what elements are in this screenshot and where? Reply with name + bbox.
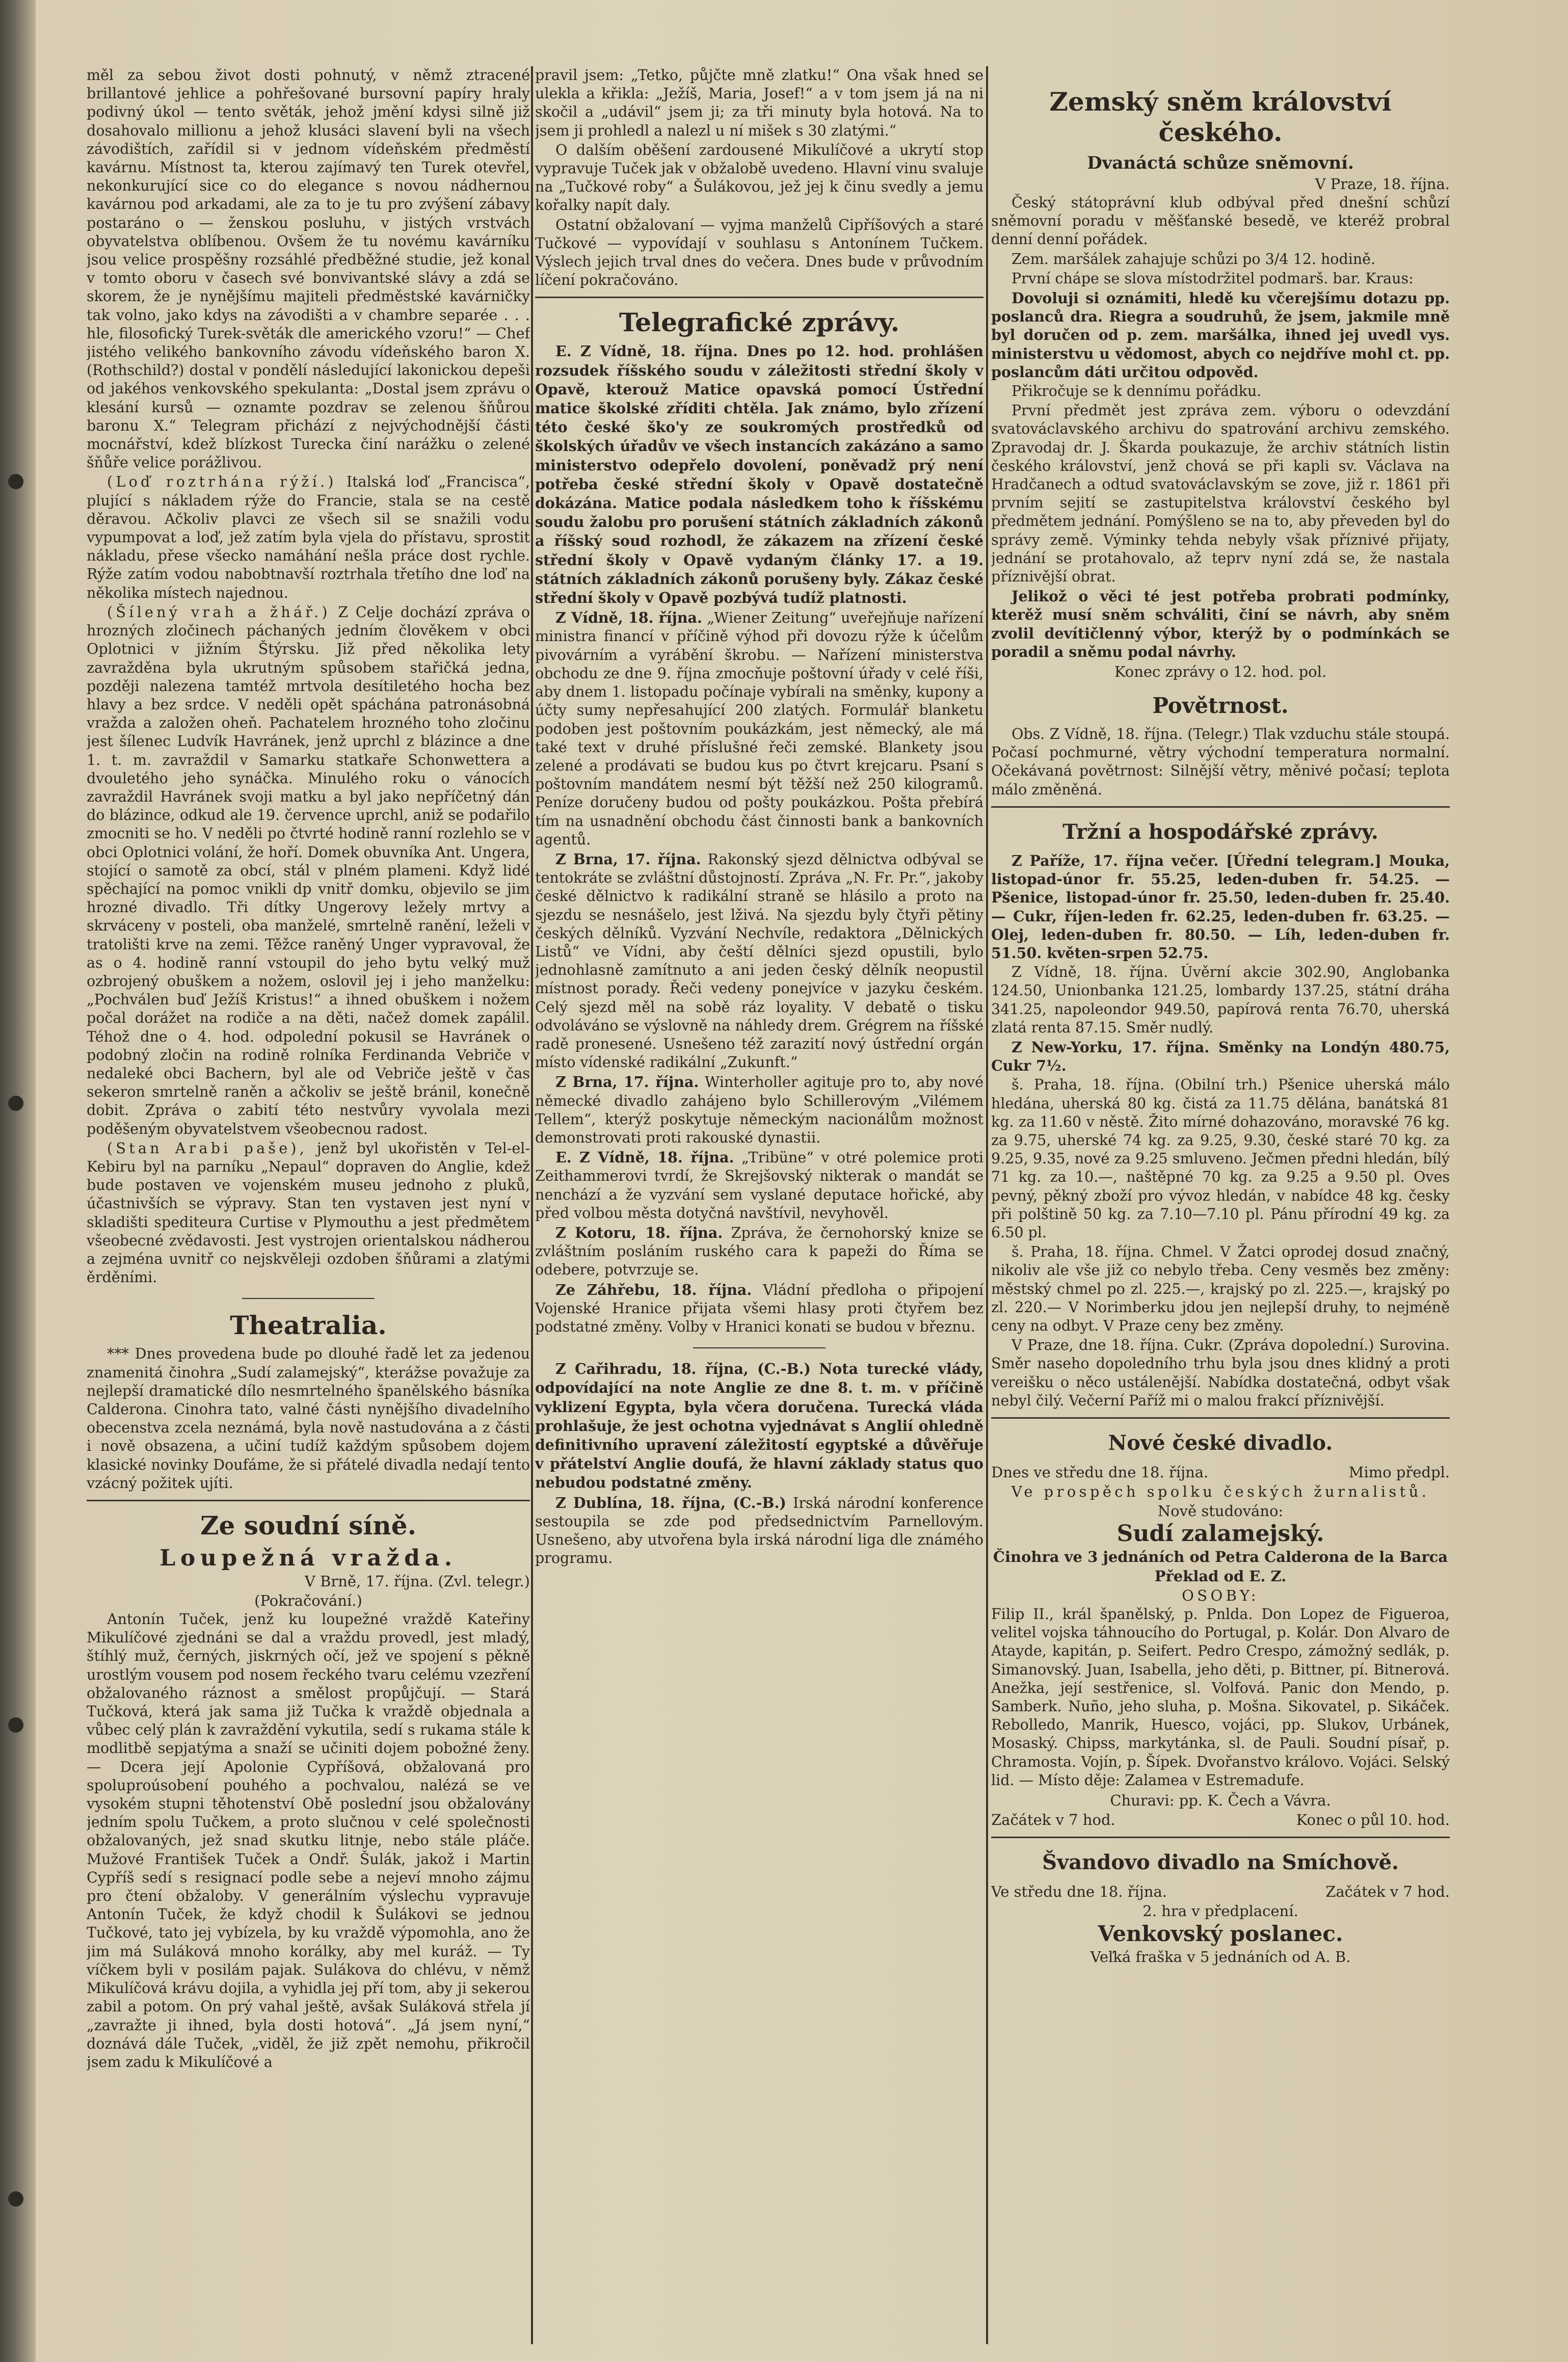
section-heading-theatre: Nové české divadlo. [1108,1430,1333,1455]
telegram-dateline: Z Brna, 17. října. [555,850,701,868]
telegram [535,1073,984,1147]
telegram-text: Winterholler agituje pro to, aby nové německé divadlo zahájeno bylo Schillerovým „Vilémem Tellem“, kterýž poskytuje německým nacionálům možnost demonstrovati proti rakouské dynastii. [535,1074,984,1146]
article-text: pravil jsem: „Tetko, půjčte mně zlatku!“ Ona však hned se ulekla a křikla: „Ježíš, Maria, Josef!“ a v tom jsem já na ni skočil a „udávil“ jsem ji; za tři minuty byla hotová. Na to jsem ji prohledl a nalezl u ní mišek s 30 zlatými.“ [535,67,984,139]
news-item [87,1139,530,1287]
performance-info [991,1882,1450,1901]
market-report: Z Vídně, 18. října. Úvěrní akcie 302.90, Anglobanka 124.50, Unionbanka 121.25, lombardy 137.25, státní dráha 341.25, napoleondor 949.50, papírová renta 76.70, uherská zlatá renta 87.15. Směr nudlý. [991,964,1450,1036]
performance-info [991,1463,1450,1482]
item-heading: (Loď roztrhána rýží.) [107,473,337,491]
telegram-dateline: Z Dublína, 18. října, (C.-B.) [555,1494,786,1511]
binding-hole [8,1717,23,1733]
article-text: Český státoprávní klub odbýval před dnešní schůzí sněmovní poradu v měšťanské besedě, ve kteréž probral denní denní pořádek. [991,194,1450,248]
telegram-text: Rakonský sjezd dělnictva odbýval se tentokráte se zvláštní důstojností. Zpráva „N. Fr. Pr.“, jakoby české dělnictvo k radikální straně se hlásilo a proto na sjezdu se nesnášelo, jest lživá. Na sjezdu byly čtyři pětiny českých dělníků. Vyzvání Nechvíle, redaktora „Dělnických Listů“ ve Vídni, aby čeští dělníci sjezd opustili, bylo jednohlasně zamítnuto a ani jeden český dělník neopustil místnost porady. Řeči vedeny ponejvíce v jazyku českém. Celý sjezd měl na sobě ráz loyality. V debatě o tisku odvoláváno se výslovně na náhledy drem. Grégrem na říšské radě pronesené. Usnešeno též zarazití nový ústřední orgán místo vídenské radikální „Zukunft.“ [535,851,984,1071]
divider [693,1347,826,1348]
subscription-note: 2. hra v předplacení. [1142,1902,1298,1920]
telegram-text: Vládní předloha o připojení Vojenské Hranice přijata všemi hlasy proti čtyřem bez podstatné změny. Volby v Hranici konati se budou v březnu. [535,1281,984,1335]
play-subtitle: Veľká fraška v 5 jednáních od A. B. [1090,1948,1351,1966]
telegram-dateline: Z Brna, 17. října. [555,1073,699,1091]
binding-hole [8,1096,23,1111]
play-title: Sudí zalamejský. [1117,1520,1324,1547]
telegram-text: „Tribüne“ v otré polemice proti Zeithammerovi tvrdí, že Skrejšovský nikterak o mandát se nenchází a že vyzvání sem vyslané deputace hořické, aby před volbou města dotyčná navštívil, nevyhověl. [535,1149,984,1222]
telegram [535,850,984,1072]
divider [242,1298,375,1299]
item-heading: (Stan Arabi paše), [107,1139,308,1157]
article-text: Antonín Tuček, jenž ku loupežné vraždě Kateřiny Mikulíčové zjednáni se dal a vraždu provedl, jest mladý, štíhlý muž, černých, jiskrných očí, jež ve spojení s pěkně urostlým vousem pod nosem řeckého tvaru celému vzezření obžalovaného ráznost a smělost propůjčují. — Stará Tučková, která jak sama již Tučka k vraždě objednala a vůbec celý plán k zavraždění vykutila, sedí s rukama stále k modlitbě sepjatýma a snaží se učiniti dojem pobožné ženy. — Dcera její Apolonie Cypříšová, obžalovaná pro spoluproúsobení pouhého a pochvalou, nalézá se ve vysokém stupni těhotenství Obě poslední jsou obžalovány jedním spolu Tučkem, a proto slučnou v celé společnosti obžalovaných, jež snad skutku litnje, nebo stále pláče. Mužové František Tuček a Ondř. Šulák, jakož i Martin Cypříš sedí s resignací podle sebe a nejeví mnoho zájmu pro čtení obžaloby. V generálním výslechu vypravuje Antonín Tuček, že když chodil k Šulákovi se jednou Tučkové, tato jej vybízela, by ku vraždě výpomohla, ano že jim má Suláková mnoho korálky, aby mel kuráž. — Ty víčkem byli v posilám pajak. Sulákova do chlévu, v němž Mikulíčová krávu dojila, a vyhidla jej pří tom, aby ji sekerou zabil a potom. On prý vahal ještě, avšak Suláková střela jí „zavražte ji ihned, byla dosti hotová“. „Já jsem nyní,“ doznává dále Tuček, „viděl, že již zpět nemohu, přikročil jsem zadu k Mikulíčové a [87,1611,530,2071]
section-heading-market: Tržní a hospodářské zprávy. [1062,819,1378,844]
column-left [87,66,530,2073]
telegram-dateline: E. Z Vídně, 18. října. Dnes po 12. hod. [555,342,894,360]
section-heading-diet: Zemský sněm království českého. [1049,87,1392,147]
article-text: První chápe se slova místodržitel podmarš. bar. Kraus: [1012,270,1414,287]
telegram-text: Irská národní konference sestoupila se zde pod předsednictvím Parnellovým. Usnešeno, aby utvořena byla irská národní liga dle známého programu. [535,1494,984,1567]
article-text: *** Dnes provedena bude po dlouhé řadě let za jedenou znamenitá činohra „Sudí zalamejský“, kterážse považuje za nejlepší dramatické dílo nesmrtelného španělského básníka Calderona. Cinohra tato, valné části nynějšího divadelního obecenstva zcela neznámá, byla nově nastudována a z části i nově obsazena, a učiní tudíž každým spůsobem dojem klasické novinky Doufáme, že si přátelé divadla nedají tento vzácný požitek ujíti. [87,1345,530,1492]
article-text: Dovoluji si oznámiti, hledě ku včerejšímu dotazu pp. poslanců dra. Riegra a soudruhů, že jsem, jakmile mně byl doručen od p. zem. maršálka, ihned jej uvedl vys. ministerstvu u vědomost, abych co nejdříve mohl ct. pp. poslancům dáti určitou odpověd. [991,289,1450,381]
translation-note: Překlad od E. Z. [1154,1567,1287,1585]
binding-hole [8,2191,23,2207]
item-heading: (Šílený vrah a žhář.) [107,603,331,621]
performance-date: Ve středu dne 18. října. [991,1883,1167,1901]
section-heading-svanda: Švandovo divadlo na Smíchově. [1042,1850,1399,1875]
column-rule [986,66,988,2344]
article-text: Ostatní obžalovaní — vyjma manželů Cipříšových a staré Tučkové — vypovídají v souhlasu s Antonínem Tučkem. Výslech jejich trval dnes do večera. Dnes bude v průvodním líčení pokračováno. [535,216,984,289]
market-report: Z New-Yorku, 17. října. Směnky na Londýn 480.75, Cukr 7½. [991,1038,1450,1075]
cast-heading: OSOBY: [1182,1586,1259,1604]
news-item [87,473,530,602]
article-text: O dalším oběšení zardousené Mikulíčové a ukrytí stop vypravuje Tuček jak v obžalobě uvedeno. Hlavní vinu svaluje na „Tučkové roby“ a Šulákovou, jež jej k činu svedly a jemu kořalky napít daly. [535,141,984,214]
subscription-note: Mimo předpl. [1348,1463,1450,1481]
telegram [535,1360,984,1492]
divider [991,1417,1450,1419]
benefit-note: Ve prospěch spolku českých žurnalistů. [1011,1482,1430,1500]
closing-note: Konec zprávy o 12. hod. pol. [1114,663,1327,681]
section-heading-court: Ze soudní síně. [200,1510,416,1541]
binding-edge [0,0,36,2362]
session-heading: Dvanáctá schůze sněmovní. [1087,153,1354,173]
divider [87,1500,530,1501]
telegram-text: prohlášen rozsudek říšského soudu v záležitosti střední školy v Opavě, kterouž Matice opavská pomocí Ústřední matice školské zříditi chtěla. Jak známo, bylo zřízení této české ško'y ze soukromých prostředků od školských úřadův ve všech instancích zakázáno a samo ministerstvo odepřelo dovolení, poněvadž prý není potřeba české střední školy v Opavě dostatečně dokázána. Matice podala následkem toho k říšskému soudu žalobu pro porušení státních základních zákonů a říšský soud rozhodl, že zákazem na zřízení české střední školy v Opavě vydaným články 17. a 19. státních základních zákonů porušeny byly. Zákaz české střední školy v Opavě pozbývá tudíž platnosti. [535,342,984,607]
study-note: Nově studováno: [1157,1502,1284,1520]
cast-note: Churavi: pp. K. Čech a Vávra. [1110,1792,1331,1810]
divider [991,806,1450,808]
performance-date: Dnes ve středu dne 18. října. [991,1463,1209,1481]
telegram-text: „Wiener Zeitung“ uveřejňuje nařízení ministra financí v příčině výhod při dovozu rýže k účelům pivovárním a vyrábění škrobu. — Nařízení ministerstva obchodu ze dne 9. října zmocňuje poštovní úřady v celé říši, aby dnem 1. listopadu počínaje vybírali na směnky, kupony a účty sumy nepřesahující 200 zlatých. Formulář blanketu podoben jest poštovním poukázkám, jest německý, ale má také text v druhé příslušné řeči zemské. Blankety jsou zelené a prodávati se budou kus po čtvrt krejcaru. Psaní s poštovním mandátem nesmí být těžší než 250 kilogramů. Peníze doručeny budou od pošty poukázkou. Pošta přebírá tím na usnadnění obchodu část činnosti bank a bankovních agentů. [535,609,984,848]
article-text: První předmět jest zpráva zem. výboru o odevzdání svatováclavského archivu do spatrování archivu zemského. Zpravodaj dr. J. Škarda poukazuje, že archiv státních listin českého království, jenž chová se při kapli sv. Václava na Hradčanech a odtud svatováclavským se zove, již r. 1861 při prvním sejití se zastupitelstva království českého byl předmětem jednání. Pomýšleno se na to, aby převeden byl do správy země. Výminky tehda nebyly však příznivé přijaty, jednání se protahovalo, až teprv nyní zdá se, že nastala příznivější obrat. [991,402,1450,586]
item-text: Italská loď „Francisca“, plující s nákladem rýže do Francie, stala se na cestě děravou. Ačkoliv plavci ze všech sil se snažili vodu vypumpovat a loď, jež zatím byla vjela do přístavu, sprostit nákladu, přese všecko namáhání nešla práce dost rychle. Rýže zatím vodou nabobtnavší roztrhala třetího dne loď na několika místech najednou. [87,473,530,601]
end-time: Konec o půl 10. hod. [1296,1811,1450,1829]
market-report: V Praze, dne 18. října. Cukr. (Zpráva dopolední.) Surovina. Směr naseho dopoledního trhu byla jsou dnes klidný a proti vereišku o něco ustálenější. Nabídka dostatečná, odbyt však nebyl čilý. Večerní Paříž mi o malou frakcí příznivější. [991,1337,1450,1409]
telegram [535,1494,984,1568]
divider [991,1837,1450,1838]
telegram [535,608,984,849]
telegram [535,1148,984,1223]
market-report: š. Praha, 18. října. (Obilní trh.) Pšenice uherská málo hledána, uherská 80 kg. čistá za 11.75 dělána, banátská 81 kg. za 11.60 v něstě. Žito mírné dohazováno, moravské 76 kg. za 9.75, uherské 74 kg. za 9.25, 9.30, české staré 70 kg. za 9.25, 9.35, nové za 9.25 smluveno. Ječmen předni hledán, bílý 71 kg. za 10.—, naštěpné 70 kg. za 9.25 a 9.50 pl. Oves pevný, pěkný zboží pro vývoz hledán, v nabídce 48 kg. česky při polštině 50 kg. za 7.10—7.10 pl. Pánu přírodní 49 kg. za 6.50 pl. [991,1076,1450,1241]
divider [535,297,984,298]
article-text: Jelikož o věci té jest potřeba probrati podmínky, kterěž musí sněm schváliti, činí se návrh, aby sněm zvolil devítičlenný výbor, kterýž by o podmínkách se poradil a sněmu podal návrhy. [991,588,1450,660]
telegram [535,1281,984,1337]
play-title: Venkovský poslanec. [1098,1921,1343,1947]
cast-list: Filip II., král španělský, p. Pnlda. Don Lopez de Figueroa, velitel vojska táhnoucího do Portugal, p. Kolár. Don Alvaro de Atayde, kapitán, p. Seifert. Pedro Crespo, zámožný sedlák, p. Simanovský. Juan, Isabella, jeho děti, p. Bittner, pí. Bitnerová. Anežka, její sestřenice, sl. Volfová. Panic don Mendo, p. Samberk. Nuño, jeho sluha, p. Mošna. Sikovatel, p. Sikáček. Rebolledo, Manrik, Huesco, vojáci, pp. Slukov, Urbánek, Mosaský. Chipss, markytánka, sl. de Pauli. Soudní písař, p. Chramosta. Vojín, p. Šípek. Dvořanstvo královo. Vojáci. Selský lid. — Místo děje: Zalamea v Estremadufe. [991,1605,1450,1789]
telegram-dateline: E. Z Vídně, 18. října. [555,1149,734,1166]
section-heading-weather: Povětrnost. [1152,693,1289,719]
start-time: Začátek v 7 hod. [1325,1883,1450,1901]
dateline: V Praze, 18. října. [1315,175,1450,193]
telegram-dateline: Z Vídně, 18. října. [555,609,702,627]
market-report: Z Paříže, 17. října večer. [Úřední telegram.] Mouka, listopad-únor fr. 55.25, leden-duben fr. 54.25. — Pšenice, listopad-únor fr. 25.50, leden-duben fr. 25.40. — Cukr, říjen-leden fr. 62.25, leden-duben fr. 63.25. — Olej, leden-duben fr. 80.50. — Líh, leden-duben fr. 51.50. květen-srpen 52.75. [991,852,1450,962]
item-text: Z Celje dochází zpráva o hrozných zločinech páchaných jedním člověkem v obci Oplotnici v jižním Štýrsku. Již před několika lety zavražděna byla ukrutným spůsobem stařičká jedna, později nalezena tamtéž mrtvola desítiletého hocha bez hlavy a bez srdce. V neděli opět spáchána patronásobná vražda a založen oheň. Pachatelem hrozného toho zločinu jest šílenec Ludvík Havránek, jenž uprchl z blázince a dne 1. t. m. zavraždil v Samarku statkaře Schonwettera a dvouletého jeho synáčka. Minulého roku o vánocích zavraždil Havránek svoji matku a byl jako nepříčetný dán do blázince, odkud ale 19. července uprchl, aniž se podařilo zmocniti se ho. V neděli po čtvrté hodině ranní rozlehlo se v obci Oplotnici volání, že hoří. Domek obuvníka Ant. Ungera, stojící o samotě za obcí, stál v plném plameni. Když lidé spěchající na pomoc vnikli dp vnitř domku, objevilo se jim hrozné divadlo. Tři dítky Ungerovy ležely mrtvy a skrváceny v posteli, oba manželé, smrtelně ranění, leželi v tratolišti krve na zemi. Těžce raněný Unger vypravoval, že as o 4. hodině ranní vstoupil do jeho bytu velký muž ozbrojený obuškem a nožem, oslovil jej i jeho manželku: „Pochválen buď Ježíš Kristus!“ a ihned obuškem i nožem počal dorážet na rodiče a na děti, načež domek zapálil. Téhož dne o 4. hod. odpolední pokusil se Havránek o podobný zločin na rodině rolníka Ferdinanda Vebriče v nedaleké obci Bachern, byl ale od Vebriče ještě v čas sekeron smrtelně raněn a ačkoliv se ještě bránil, konečně dobit. Zpráva o zabití této nestvůry vyvolala mezi poděšeným obyvatelstvem všeobecnou radost. [87,603,530,1137]
article-title: Loupežná vražda. [160,1545,457,1572]
item-text: jenž byl ukořistěn v Tel-el-Kebiru byl na parníku „Nepaul“ dopraven do Anglie, kdež bude postaven ve vojenském museu jednoho z pluků, účastnivších se výpravy. Stan ten vystaven jest nyní v skladišti spediteura Curtise v Plymouthu a jest předmětem všeobecné zvědavosti. Jest vystrojen orientalskou nádherou a zejména uvnitř co nejskvěleji ozdoben šňůrami a zlatými ěrděními. [87,1139,530,1286]
section-heading-theatralia: Theatralia. [230,1310,387,1341]
start-time: Začátek v 7 hod. [991,1811,1115,1829]
section-heading-telegrams: Telegrafické zprávy. [619,307,900,338]
weather-report: Obs. Z Vídně, 18. října. (Telegr.) Tlak vzduchu stále stoupá. Počasí pochmurné, větry východní temperatura normalní. Očekávaná povětrnost: Silnější větry, měnivé počasí; teplota málo změněná. [991,726,1450,798]
telegram-text: Nota turecké vlády, odpovídající na note Anglie ze dne 8. t. m. v příčině vyklizení Egypta, byla včera doručena. Turecká vláda prohlašuje, že jest ochotna vyjednávat s Anglií ohledně definitivního upravení záležitostí egyptské a důvěřuje v přátelství Anglie doufá, že hlavní základy status quo nebudou podstatné změny. [535,1360,984,1492]
performance-times [991,1810,1450,1829]
play-subtitle: Činohra ve 3 jednáních od Petra Calderona de la Barca [993,1548,1448,1565]
continuation-note: (Pokračování.) [254,1592,362,1610]
telegram-dateline: Ze Záhřebu, 18. října. [555,1281,752,1298]
telegram-dateline: Z Kotoru, 18. října. [555,1224,723,1241]
telegram-dateline: Z Cařihradu, 18. října, (C.-B.) [555,1360,811,1378]
telegram-text: Zpráva, že černohorský knize se zvláštním posláním ruského cara k papeži do Říma se odebere, potvrzuje se. [535,1224,984,1279]
column-right [991,66,1450,1967]
market-report: š. Praha, 18. října. Chmel. V Žatci oprodej dosud značný, nikoliv ale vše již co nebylo třeba. Ceny vesměs bez změny: městský chmel po zl. 225.—, krajský po zl. 225.—, krajský po zl. 220.— V Norimberku jdou jen nejlepší druhy, to nejméně ceny na odbyt. V Praze ceny bez změny. [991,1243,1450,1334]
article-text: měl za sebou život dosti pohnutý, v němž ztracené brillantové jehlice a pohřešované bursovní papíry hraly podivný úkol — tento světák, jehož jmění kdysi silně již dosahovalo millionu a jehož klusáci slavení byli na všech závodištích, zařídil si v jednom vídeňském předměstí kavárnu. Místnost ta, kterou zajímavý ten Turek otevřel, nekonkurující sice co do elegance s novou nádhernou kavárnou pod arkadami, ale za to je tu pro zvýšení zábavy postaráno o — ženskou posluhu, v jistých vrstvách obyvatelstva oblíbenou. Ovšem že tu novému kavárníku jsou velice prospěšny rozsáhlé předběžné studie, jež konal v tomto oboru v časech své bonvivantské slávy a zdá se skorem, že je nynějšímu majiteli předměstské kavárničky tak volno, jako kdys na závodišti a v chambre separée . . . hle, filosofický Turek-světák dle amerického vzoru!“ — Chef jistého velikého bankovního závodu vídeňského baron X. (Rothschild?) dostal v pondělí následující lakonickou depeši od jakéhos venkovského spekulanta: „Dostal jsem zprávu o klesání kursů — oznamte pozdrav se zelenou šňůrou baronu X.“ Telegram přichází z nejvýchodnější části mocnářství, kdež blízkost Turecka činí narážku o zelené šňůře velice porážlivou. [87,67,530,471]
article-text: Zem. maršálek zahajuje schůzi po 3/4 12. hodině. [1012,250,1376,268]
article-text: Přikročuje se k dennímu pořádku. [1012,383,1262,400]
dateline: V Brně, 17. října. (Zvl. telegr.) [304,1573,530,1590]
column-rule [531,66,533,2344]
news-item [87,603,530,1138]
binding-hole [8,474,23,489]
column-middle [535,66,984,1569]
telegram [535,1224,984,1280]
telegram [535,342,984,607]
